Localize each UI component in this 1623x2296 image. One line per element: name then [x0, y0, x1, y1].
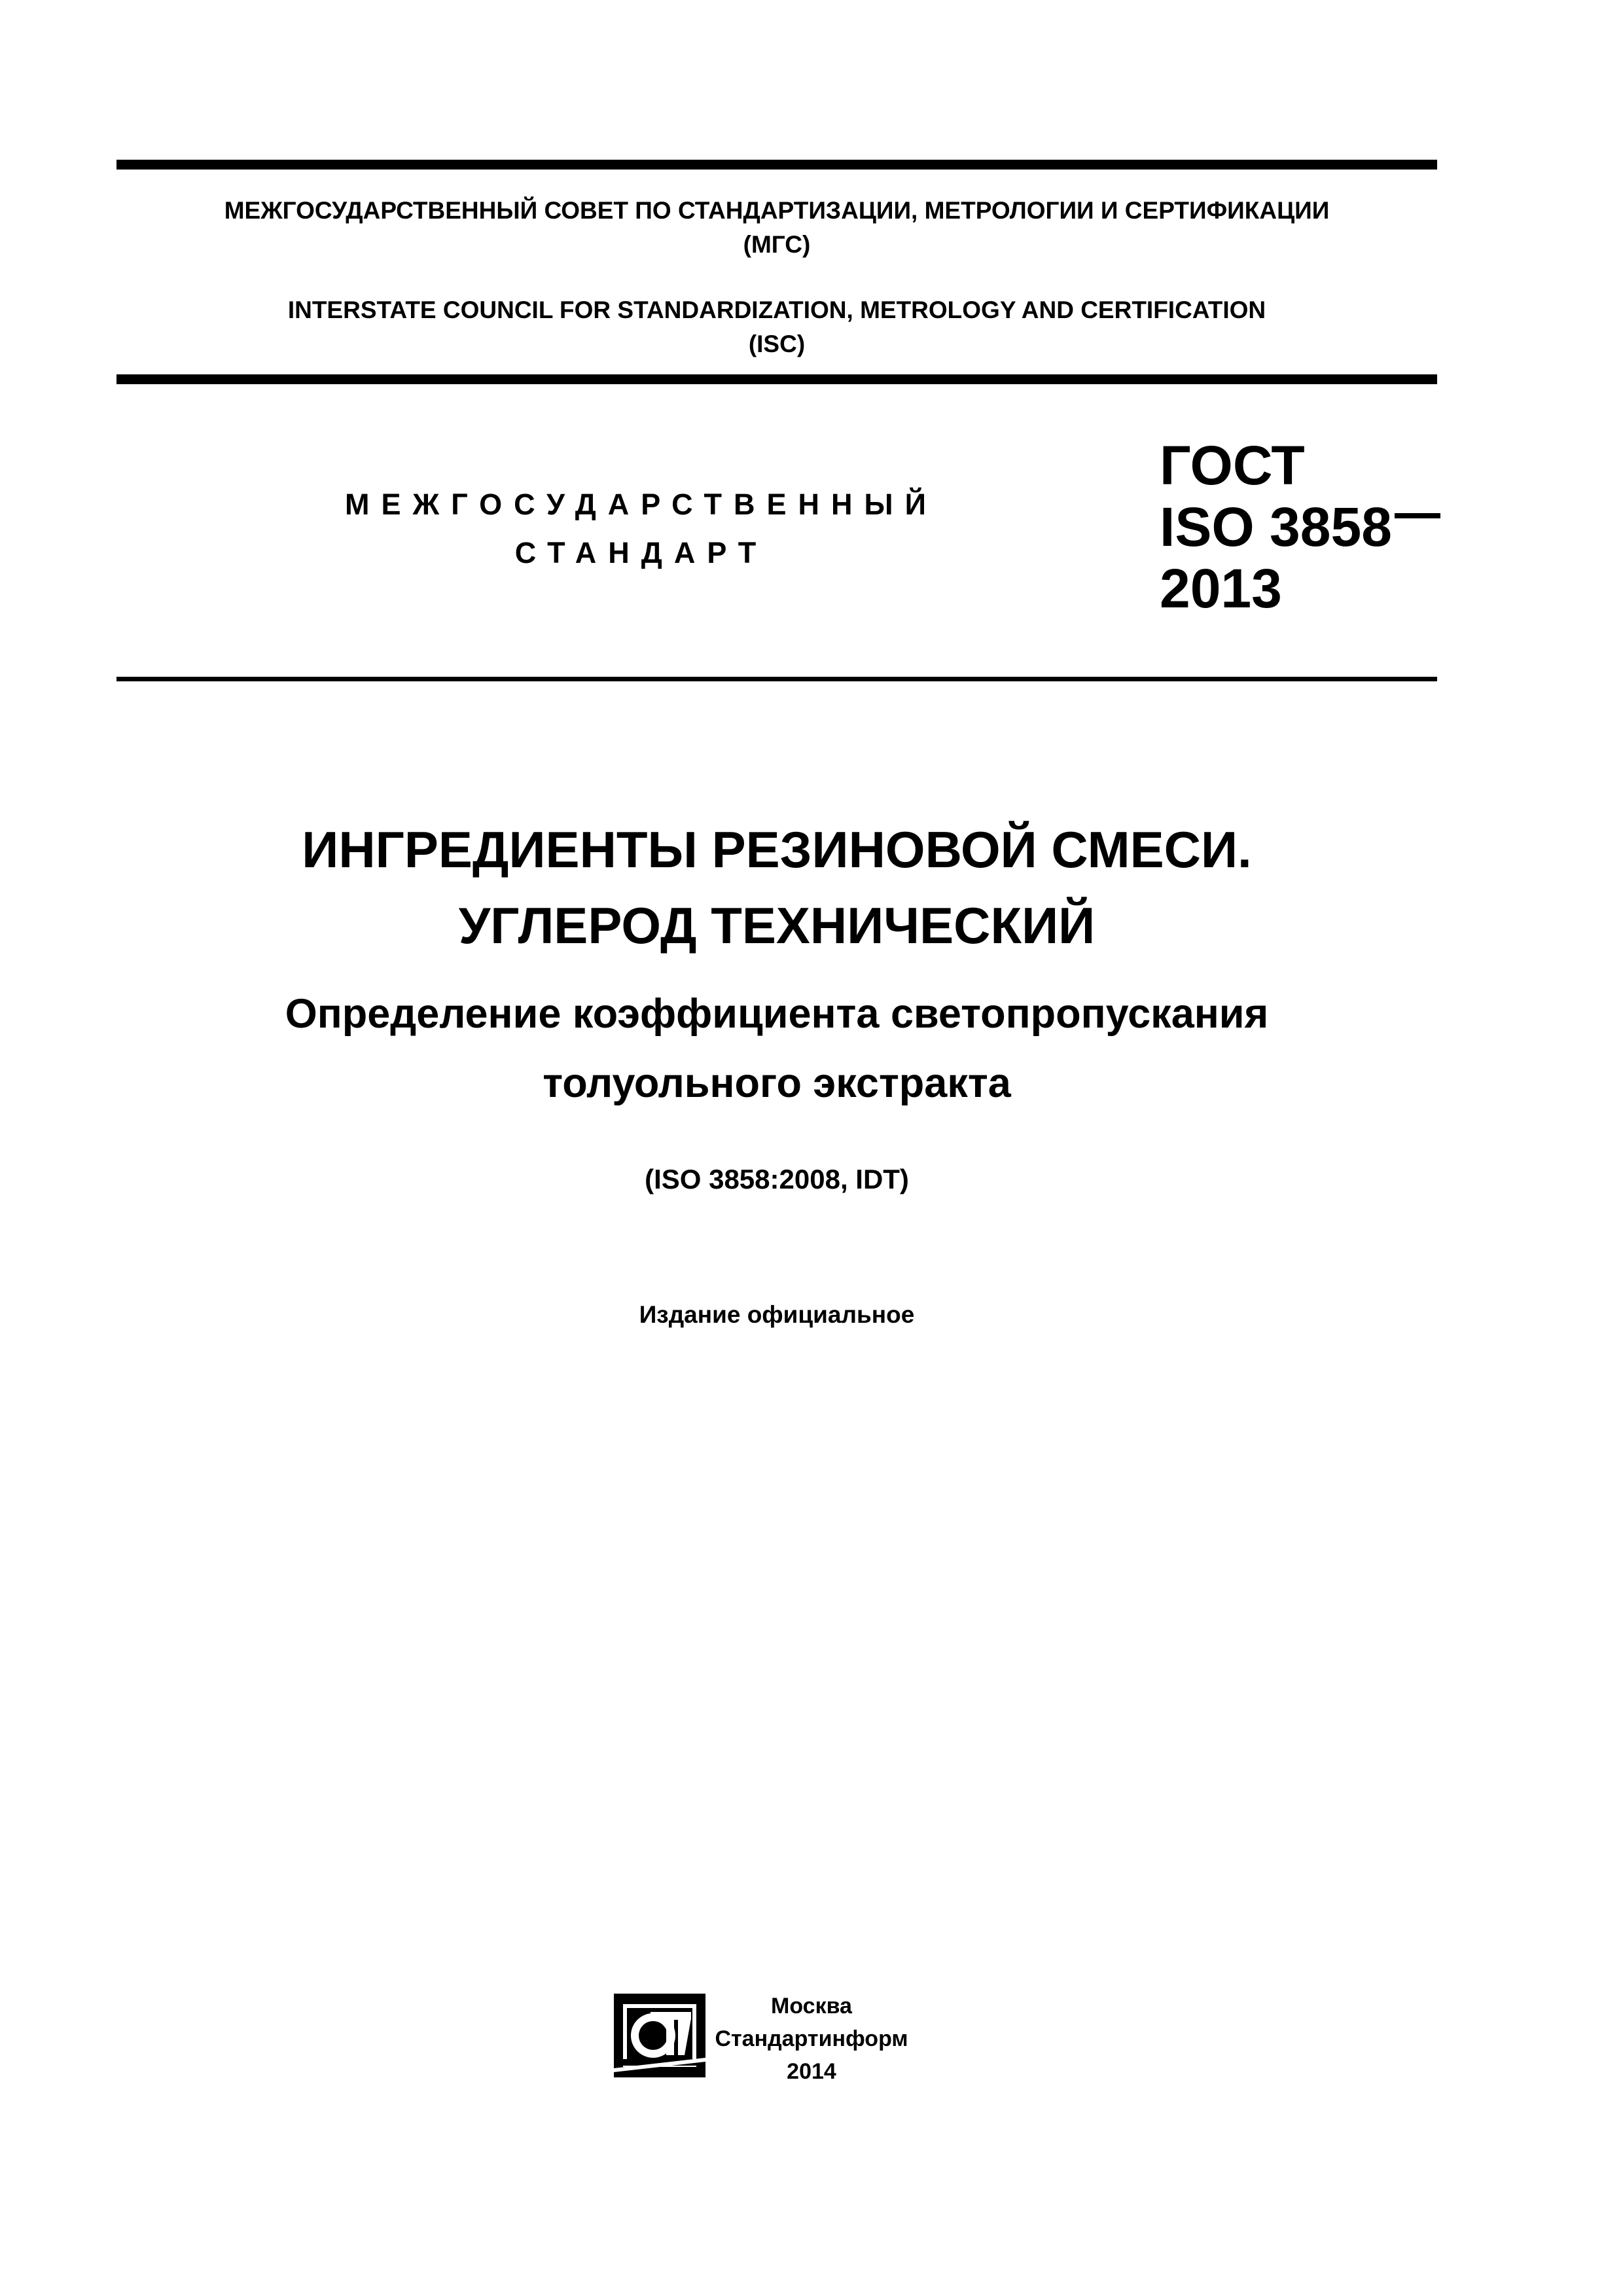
designation-gost: ГОСТ	[1160, 435, 1305, 496]
standard-designation	[1160, 435, 1440, 619]
council-ru-name: МЕЖГОСУДАРСТВЕННЫЙ СОВЕТ ПО СТАНДАРТИЗАЦИИ, МЕТРОЛОГИИ И СЕРТИФИКАЦИИ	[224, 197, 1330, 224]
publisher-year: 2014	[787, 2059, 836, 2084]
publisher-city: Москва	[771, 1994, 852, 2018]
main-title	[116, 812, 1437, 963]
council-en-abbr: (ISC)	[748, 331, 806, 357]
designation-dash	[1395, 513, 1440, 518]
top-rule	[116, 160, 1437, 170]
council-ru-abbr: (МГС)	[743, 231, 811, 258]
standard-type-line2: СТАНДАРТ	[514, 536, 768, 569]
publisher-name: Стандартинформ	[715, 2026, 908, 2051]
edition-note: Издание официальное	[639, 1301, 915, 1328]
designation-year: 2013	[1160, 558, 1282, 619]
designation-bottom-rule	[116, 677, 1437, 681]
main-title-line2: УГЛЕРОД ТЕХНИЧЕСКИЙ	[458, 897, 1096, 954]
designation-number: ISO 3858	[1160, 496, 1392, 558]
subtitle	[116, 979, 1437, 1118]
designation-number-row	[1160, 496, 1440, 558]
standard-type-line1: МЕЖГОСУДАРСТВЕННЫЙ	[345, 488, 938, 521]
council-ru	[116, 194, 1437, 262]
standartinform-logo-icon	[607, 1990, 712, 2081]
publisher-info	[713, 1990, 910, 2088]
council-en-name: INTERSTATE COUNCIL FOR STANDARDIZATION, METROLOGY AND CERTIFICATION	[287, 296, 1266, 323]
subtitle-line2: толуольного экстракта	[543, 1060, 1011, 1106]
subtitle-line1: Определение коэффициента светопропускания	[285, 991, 1269, 1037]
council-en	[116, 293, 1437, 361]
standard-type	[275, 480, 1008, 577]
iso-reference: (ISO 3858:2008, IDT)	[645, 1164, 909, 1194]
header-bottom-rule	[116, 374, 1437, 384]
main-title-line1: ИНГРЕДИЕНТЫ РЕЗИНОВОЙ СМЕСИ.	[302, 821, 1252, 878]
